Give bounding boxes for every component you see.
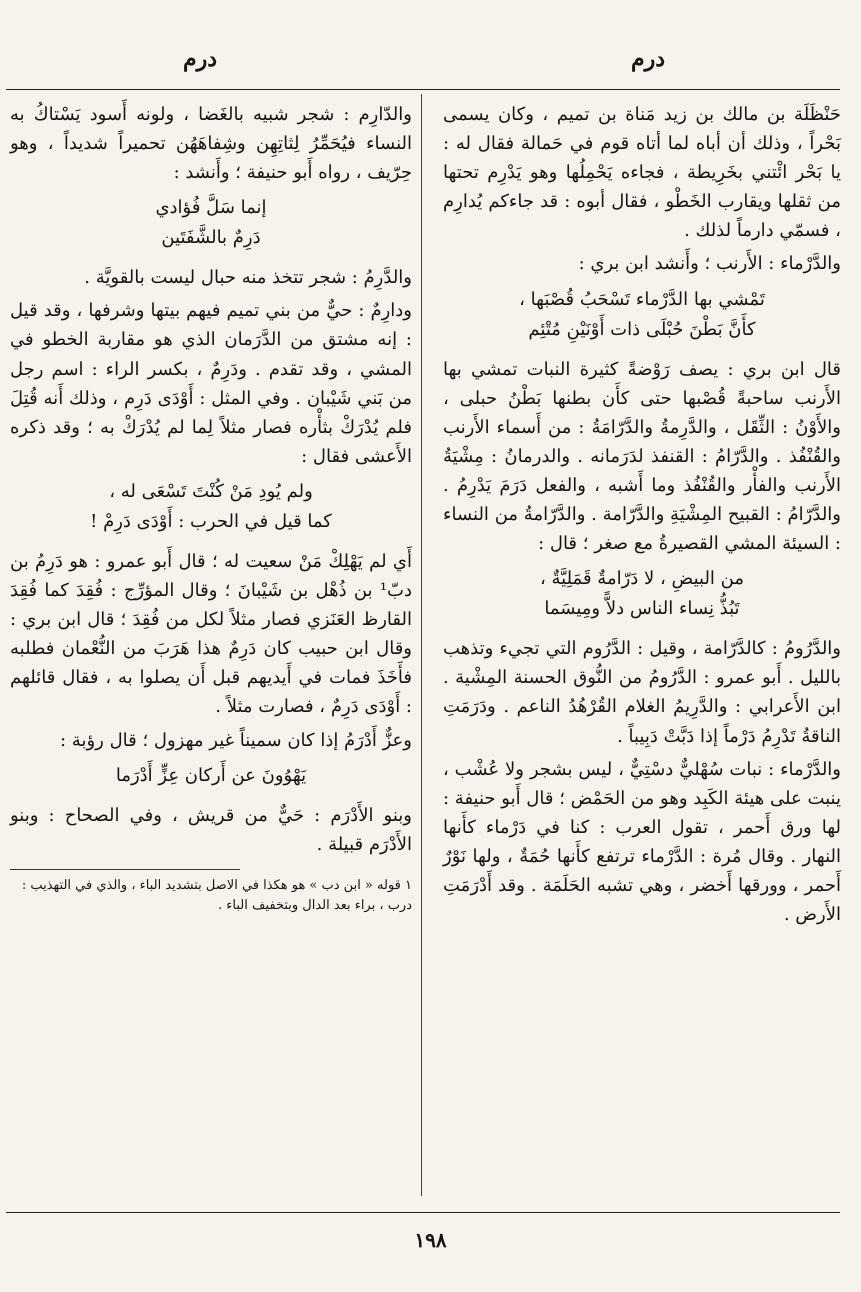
verse-line: دَرِمٌ بالشَّفَتَين (161, 227, 261, 249)
verse-line: من البيضِ ، لا دَرّامةٌ قَمَلِيَّةٌ ، (539, 568, 744, 590)
verse (10, 193, 412, 253)
paragraph: قال ابن بري : يصف رَوْضةً كثيرة النبات تمشي بها الأَرنب ساحبةً قُصْبها حتى كأَن بطنها بَطْنُ حبلى ، والأَوْنُ : الثِّقَل ، والدَّرِمةُ والدَّرّامَةُ : من أَسماء الأَرنب والقُنْفُذ . والدَّرّامُ : القنفذ لدَرَمانه . والدرمانُ : مِشْيَةُ الأَرنب والفأْر والقُنْفُذ وما أَشبه ، والفعل دَرَمَ يَدْرِمُ . والدَّرّامُ : القبيح المِشْيَةِ والدَّرّامة . والدَّرّامةُ من النساء : السيئة المشي القصيرةُ مع صغر ؛ قال : (443, 358, 841, 555)
paragraph: والدَّرُومُ : كالدَّرّامة ، وقيل : الدَّرُوم التي تجيء وتذهب بالليل . أَبو عمرو : الدَّرُومُ من النُّوق الحسنة المِشْية . ابن الأَعرابي : والدَّرِيمُ الغلام القُرْهُدُ الناعم . ودَرَمَتِ الناقةُ تَدْرِمُ دَرْماً إذا دَبَّتْ دَبِيباً . (443, 638, 841, 747)
paragraph: والدَّرْماء : نبات سُهْليٌّ دسْتِيٌّ ، ليس بشجر ولا عُشْب ، ينبت على هيئة الكَبِد وهو من الحَمْض ؛ قال أَبو حنيفة : لها ورق أَحمر ، تقول العرب : كنا في دَرْماء كأَنها النهار . وقال مُرة : الدَّرْماء ترتفع كأَنها حُمَةٌ ، ولها نَوْرٌ أَحمر ، وورقها أَخضر ، وهي تشبه الحَلَمَة . وقد أَدْرَمَتِ الأَرض . (443, 758, 841, 926)
paragraph: حَنْظَلَة بن مالك بن زيد مَناة بن تميم ، وكان يسمى بَحْراً ، وذلك أن أباه لما أتاه قوم في حَمالة فقال له : يا بَحْر ائْتني بخَرِيطة ، فجاءه يَحْمِلُها وهو يَدْرِم تحتها من ثقلها ويقارب الخَطْو ، فقال أبوه : قد جاءكم يُدارِم ، فسمّي دارماً لذلك . (443, 104, 841, 242)
verse-line: كأَنَّ بَطْنَ حُبْلَى ذات أَوْنَيْنِ مُتْئِم (528, 318, 756, 340)
page-header (0, 0, 861, 95)
footer-rule (6, 1212, 840, 1213)
header-rule (6, 89, 840, 90)
verse (10, 761, 412, 791)
footnote-rule (10, 869, 240, 870)
footnote: ١ قوله « ابن دب » هو هكذا في الاصل بتشديد الباء ، والذي في التهذيب : درب ، براء بعد الدال وبتخفيف الباء . (21, 877, 412, 913)
paragraph: والدَّرْماء : الأَرنب ؛ وأَنشد ابن بري : (578, 253, 841, 275)
verse-line: ولم يُودِ مَنْ كُنْتَ تَسْعَى له ، (109, 480, 313, 502)
paragraph: والدَّرِمُ : شجر تتخذ منه حبال ليست بالقويَّة . (84, 267, 412, 289)
paragraph: وبنو الأَدْرَم : حَيٌّ من قريش ، وفي الصحاح : وبنو الأَدْرَم قبيلة . (10, 804, 412, 855)
paragraph: وعزٌّ أَدْرَمُ إذا كان سميناً غير مهزول ؛ قال رؤبة : (60, 729, 412, 751)
paragraph: والدّارِم : شجر شبيه بالغَضا ، ولونه أَسود يَسْتاكُ به النساء فيُحَمِّرُ لِثاتِهِن وشِفاهَهُن تحميراً شديداً ، وهو حِرّيف ، رواه أَبو حنيفة ؛ وأَنشد : (10, 104, 412, 184)
left-column (10, 100, 412, 916)
verse-line: كما قيل في الحرب : أَوْدَى دَرِمْ ! (90, 510, 332, 532)
verse (10, 477, 412, 537)
headword-right: درم (630, 46, 665, 72)
verse-line: إنما سَلَّ فُؤادي (155, 197, 267, 219)
verse (443, 564, 841, 624)
page-number: ١٩٨ (414, 1228, 447, 1252)
paragraph: ودارِمٌ : حيٌّ من بني تميم فيهم بيتها وشرفها ، وقد قيل : إنه مشتق من الدَّرَمان الذي هو مقاربة الخطو في المشي ، وقد تقدم . ودَرِمٌ ، بكسر الراء : اسم رجل من بَني شَيْبان . وفي المثل : أَوْدَى دَرِم ، وذلك أَنه قُتِلَ فلم يُدْرَكْ بثأْره فصار مثلاً لِما لم يُدْرَكْ به ؛ وقد ذكره الأَعشى فقال : (10, 300, 412, 467)
column-divider (421, 94, 422, 1196)
headword-left: درم (183, 46, 218, 72)
right-column (443, 100, 841, 933)
verse-line: تَبُذُّ نِساء الناس دلاًّ ومِيسَما (544, 598, 740, 620)
paragraph: أَي لم يَهْلِكْ مَنْ سعيت له ؛ قال أَبو عمرو : هو دَرِمُ بن دبّ¹ بن ذُهْل بن شَيْبانَ ؛ وقال المؤرِّج : فُقِدَ كما فُقِدَ القارظ العَنَزي فصار مثلاً لكل من فُقِدَ ؛ قال ابن بري : وقال ابن حبيب كان دَرِمٌ هذا هَرَبَ من النُّعْمان فطلبه فأَخَذَ فمات في أَيديهم قبل أَن يصلوا به ، فقال قائلهم : أَوْدَى دَرِمٌ ، فصارت مثلاً . (10, 550, 412, 718)
verse-line: تَمْشي بها الدَّرْماء تَسْحَبُ قُصْبَها ، (519, 288, 765, 310)
verse (443, 285, 841, 345)
verse-line: يَهْوُونَ عن أَركان عِزٍّ أَدْرَما (115, 764, 307, 786)
